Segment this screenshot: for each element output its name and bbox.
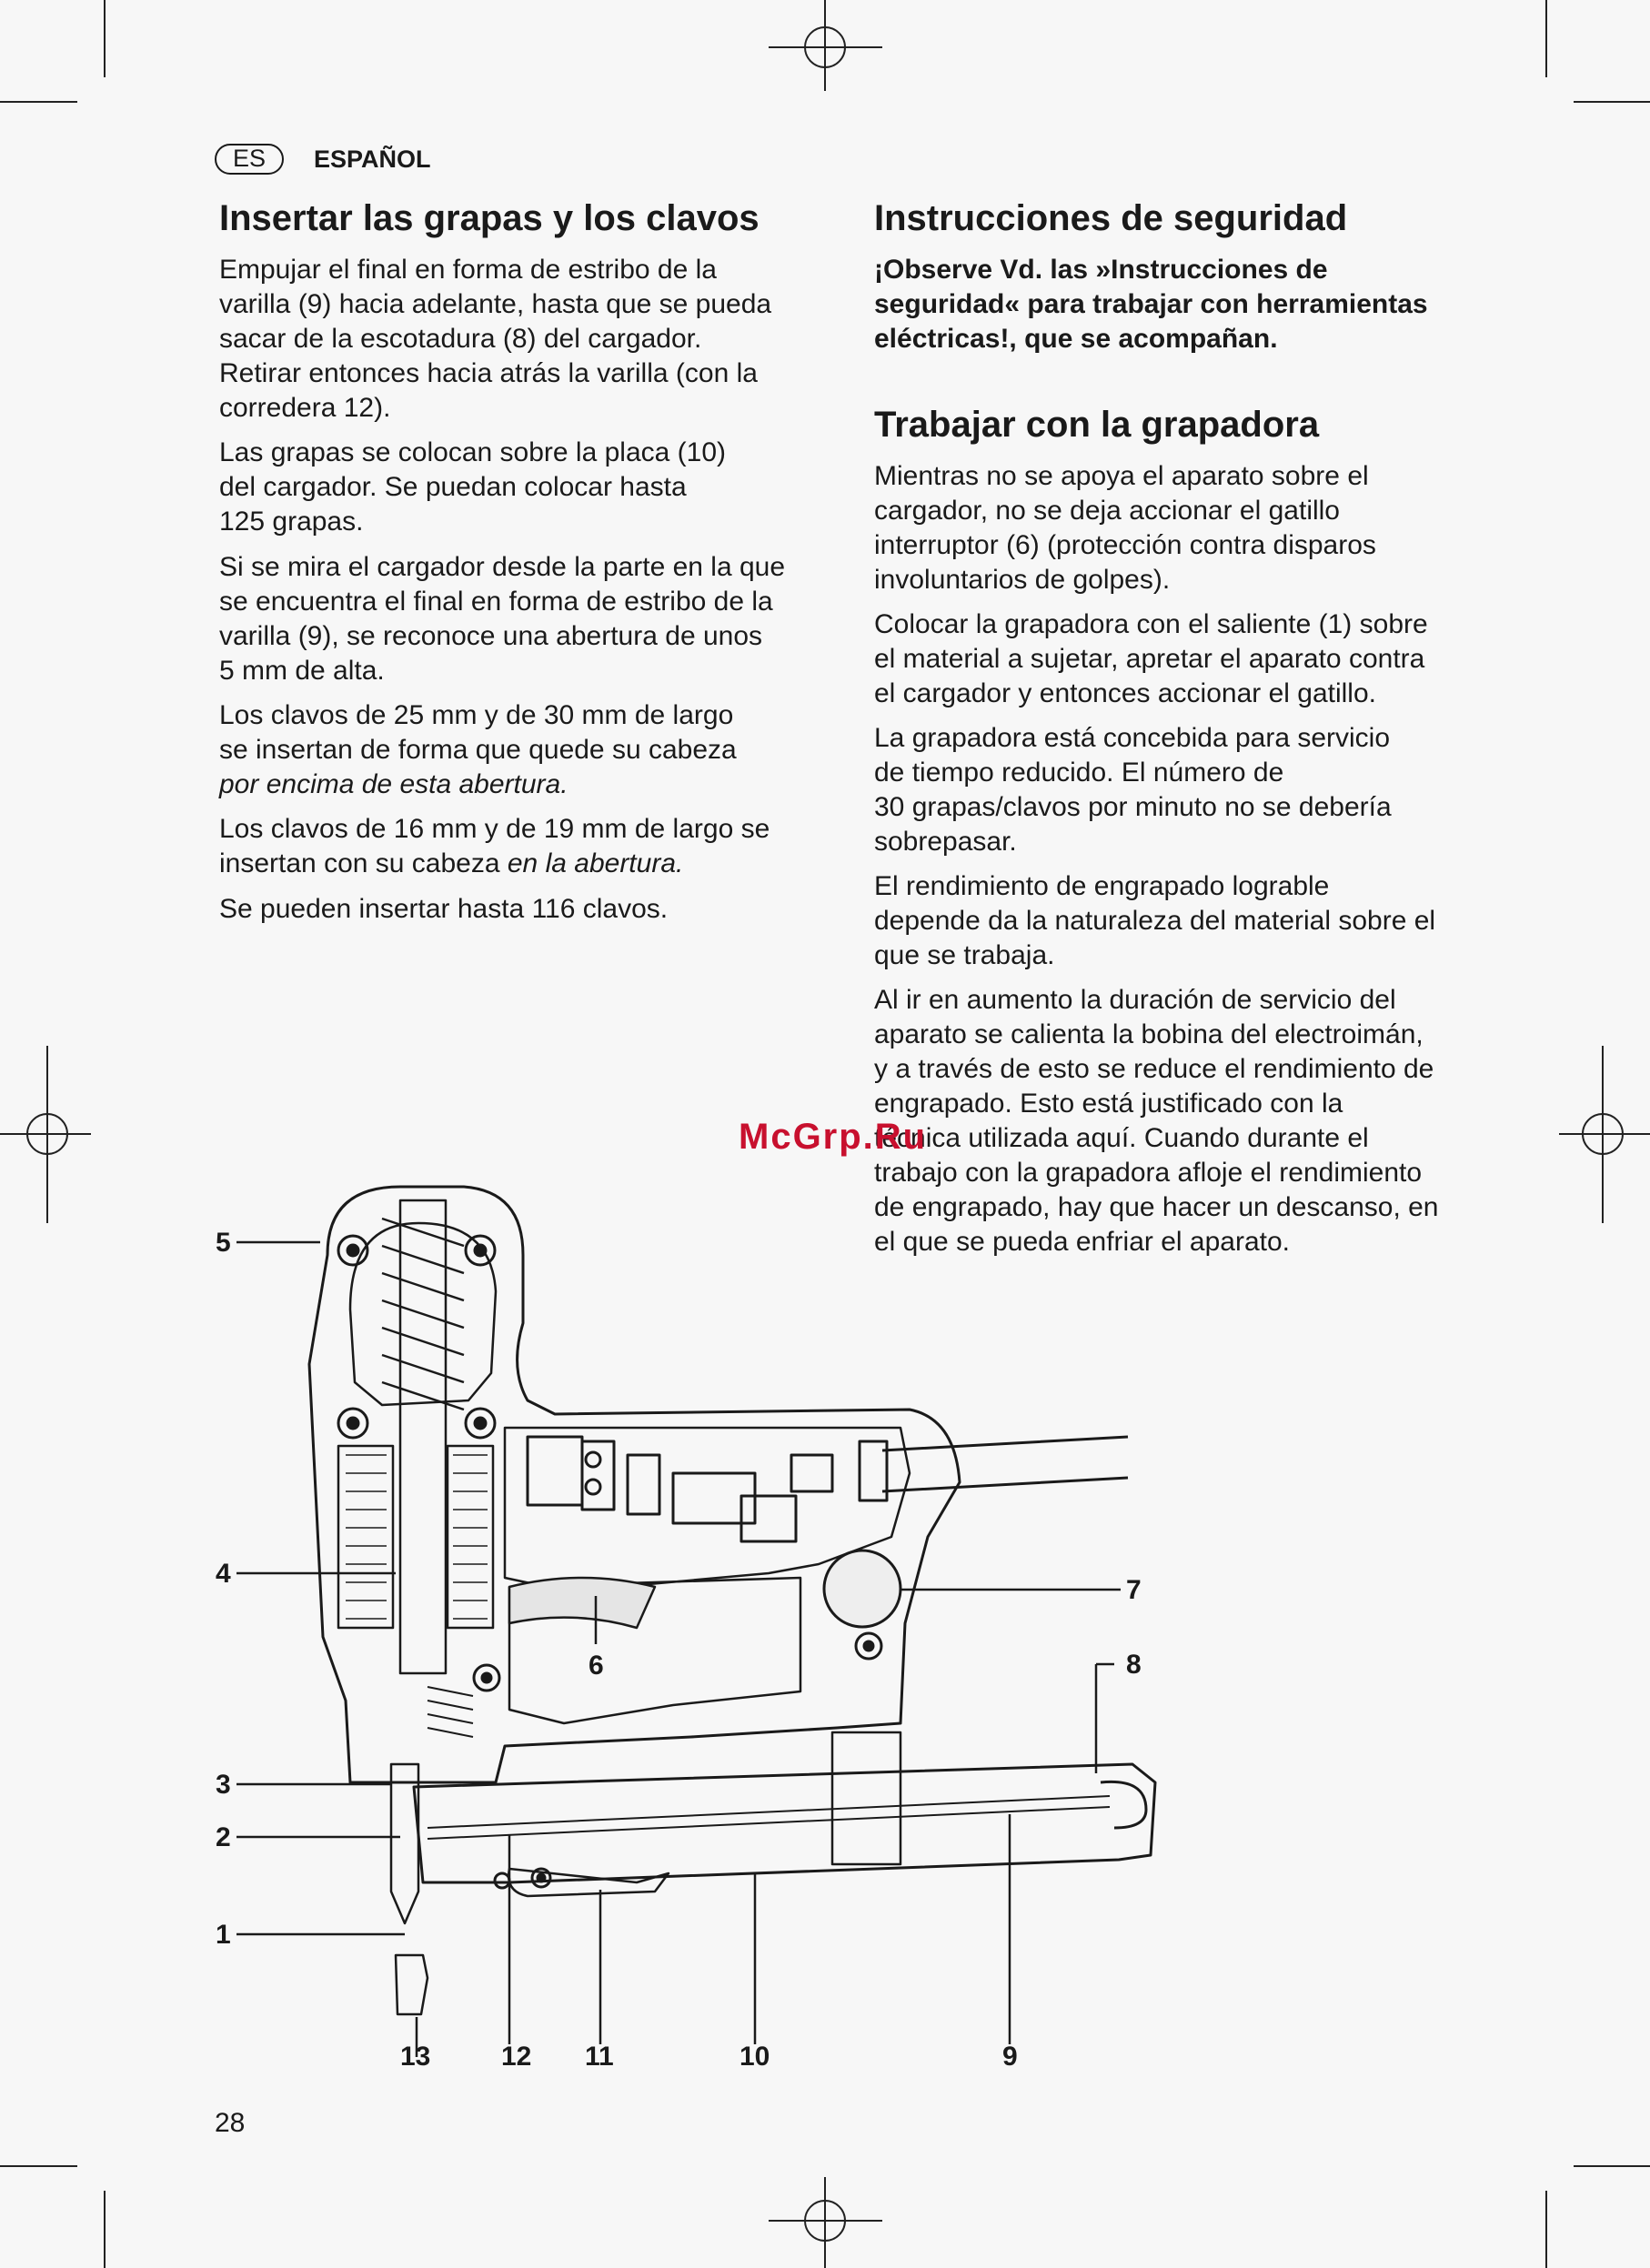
- right-paragraph-1: Mientras no se apoya el aparato sobre el cargador, no se deja accionar el gatillo interruptor (6) (protección contra disparos involuntarios de golpes).: [874, 461, 1376, 595]
- label-12: 12: [501, 2042, 532, 2072]
- return-spring: [428, 1687, 473, 1737]
- right-paragraph-2: Colocar la grapadora con el saliente (1) sobre el material a sujetar, apretar el aparato contra el cargador y entonces accionar el gatillo.: [874, 609, 1428, 708]
- label-5: 5: [216, 1228, 231, 1258]
- right-paragraph-3: La grapadora está concebida para servicio de tiempo reducido. El número de 30 grapas/clavos por minuto no se debería sobrepasar.: [874, 723, 1392, 857]
- right-paragraph-5: Al ir en aumento la duración de servicio del aparato se calienta la bobina del electroimán, y a través de esto se reduce el rendimiento de engrapado. Esto está justificado con la técnica utilizada aquí. Cuando durante el trabajo con la grapadora afloje el rendimiento de engrapado, hay que hacer un descanso, en el que se pueda enfriar el aparato.: [874, 985, 1439, 1257]
- label-10: 10: [739, 2042, 770, 2072]
- label-13: 13: [400, 2042, 431, 2072]
- rod-hook: [1101, 1781, 1146, 1828]
- housing-outline: [309, 1187, 960, 1782]
- right-paragraph-4: El rendimiento de engrapado lograble depende da la naturaleza del material sobre el que se trabaja.: [874, 871, 1436, 970]
- power-cable: [882, 1437, 1128, 1491]
- label-3: 3: [216, 1770, 231, 1800]
- label-6: 6: [589, 1651, 604, 1681]
- working-section-title: Trabajar con la grapadora: [874, 405, 1320, 445]
- label-9: 9: [1002, 2042, 1018, 2072]
- safety-section-title: Instrucciones de seguridad: [874, 198, 1348, 238]
- staple-sample: [396, 1955, 428, 2014]
- label-2: 2: [216, 1822, 231, 1852]
- label-1: 1: [216, 1920, 231, 1950]
- label-11: 11: [585, 2042, 614, 2072]
- left-paragraph-4: Los clavos de 25 mm y de 30 mm de largo se insertan de forma que quede su cabeza por encima de esta abertura.: [219, 700, 737, 799]
- main-spring: [382, 1219, 464, 1410]
- watermark: McGrp.Ru: [739, 1117, 928, 1157]
- label-8: 8: [1126, 1650, 1142, 1680]
- magazine-bracket: [832, 1732, 900, 1864]
- page-number: 28: [215, 2108, 246, 2138]
- switch-knob: [824, 1550, 900, 1627]
- trigger: [509, 1578, 655, 1628]
- left-paragraph-1: Empujar el final en forma de estribo de la varilla (9) hacia adelante, hasta que se pueda sacar de la escotadura (8) del cargador. Retirar entonces hacia atrás la varilla (con la corredera 12).: [219, 255, 772, 423]
- plunger: [400, 1200, 446, 1673]
- language-name: ESPAÑOL: [314, 146, 431, 173]
- label-4: 4: [216, 1559, 231, 1589]
- language-code-badge: ES: [215, 144, 284, 175]
- left-paragraph-6: Se pueden insertar hasta 116 clavos.: [219, 894, 669, 924]
- left-paragraph-5: Los clavos de 16 mm y de 19 mm de largo se insertan con su cabeza en la abertura.: [219, 814, 770, 878]
- left-section-title: Insertar las grapas y los clavos: [219, 198, 760, 238]
- label-7: 7: [1126, 1575, 1142, 1605]
- safety-notice: ¡Observe Vd. las »Instrucciones de seguridad« para trabajar con herramientas eléctricas!, que se acompañan.: [874, 255, 1428, 354]
- left-paragraph-2: Las grapas se colocan sobre la placa (10) del cargador. Se puedan colocar hasta 125 grapas.: [219, 437, 726, 537]
- left-paragraph-3: Si se mira el cargador desde la parte en la que se encuentra el final en forma de estribo de la varilla (9), se reconoce una abertura de unos 5 mm de alta.: [219, 552, 786, 686]
